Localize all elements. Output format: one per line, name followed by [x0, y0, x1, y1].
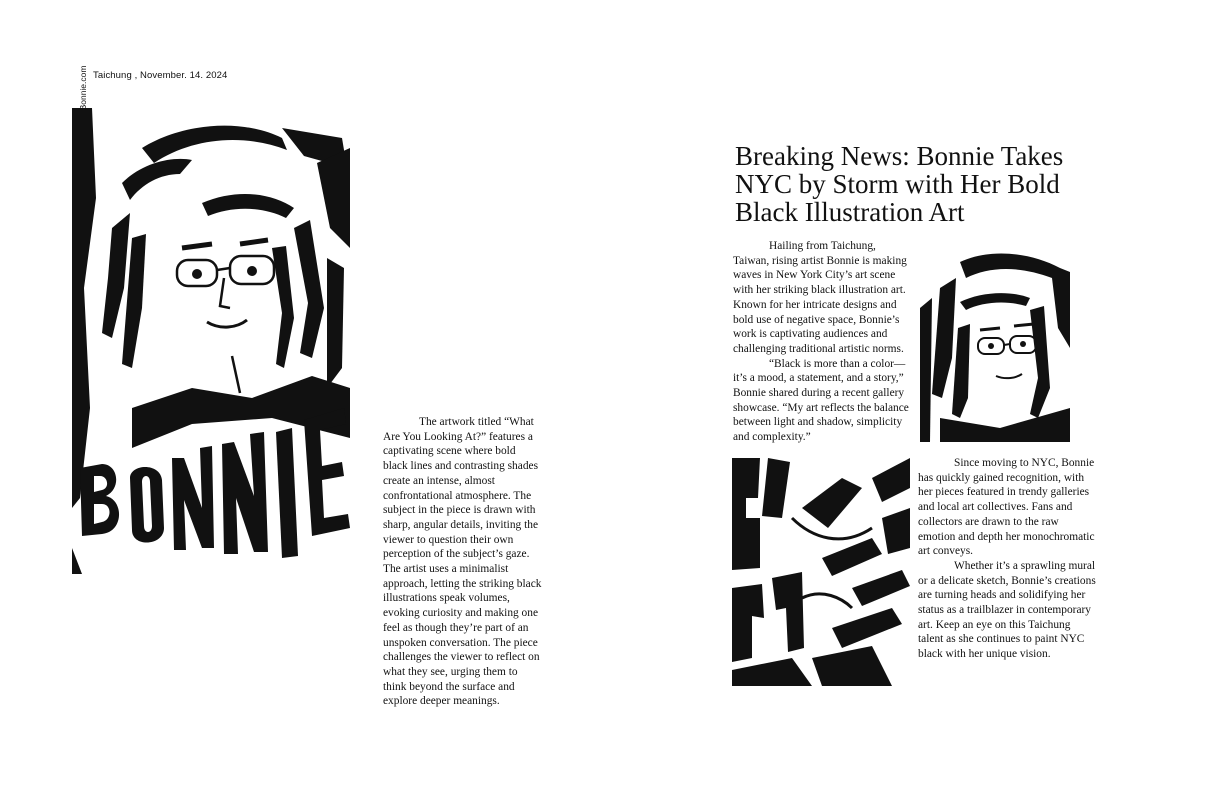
- article-paragraph: “Black is more than a color—it’s a mood, a statement, and a story,” Bonnie shared during a recent gallery showcase. “My art reflects the balance between light and shadow, simplicity and complexity.”: [733, 357, 909, 444]
- artwork-paint-lettering: [732, 458, 910, 686]
- article-paragraph: Since moving to NYC, Bonnie has quickly gained recognition, with her pieces featured in trendy galleries and local art collectives. Fans and collectors are drawn to the raw emotion and depth her monochromatic art conveys.: [918, 457, 1095, 558]
- artwork-caption: [383, 415, 543, 709]
- dateline: Taichung , November. 14. 2024: [93, 70, 228, 81]
- artwork-portrait-large: [72, 108, 352, 574]
- article-paragraph: Hailing from Taichung, Taiwan, rising artist Bonnie is making waves in New York City’s art scene with her striking black illustration art. Known for her intricate designs and bold use of negative space, Bonnie’s work is captivating audiences and challenging traditional artistic norms.: [733, 240, 907, 355]
- article-column-right: [918, 456, 1098, 662]
- article-paragraph: Whether it’s a sprawling mural or a delicate sketch, Bonnie’s creations are turning heads and solidifying her status as a trailblazer in contemporary art. Keep an eye on this Taichung talent as she continues to paint NYC black with her unique vision.: [918, 559, 1096, 661]
- article-column-left: [733, 239, 909, 445]
- artwork-portrait-small: [920, 248, 1072, 442]
- caption-paragraph: The artwork titled “What Are You Looking At?” features a captivating scene where bold black lines and contrasting shades create an intense, almost confrontational atmosphere. The subject in the piece is drawn with sharp, angular details, inviting the viewer to question their own perception of the subject’s gaze. The artist uses a minimalist approach, letting the striking black illustrations speak volumes, evoking curiosity and making one feel as though they’re part of an unspoken conversation. The piece challenges the viewer to reflect on what they see, urging them to think beyond the surface and explore deeper meanings.: [383, 416, 542, 708]
- article-headline: Breaking News: Bonnie Takes NYC by Storm with Her Bold Black Illustration Art: [735, 141, 1064, 227]
